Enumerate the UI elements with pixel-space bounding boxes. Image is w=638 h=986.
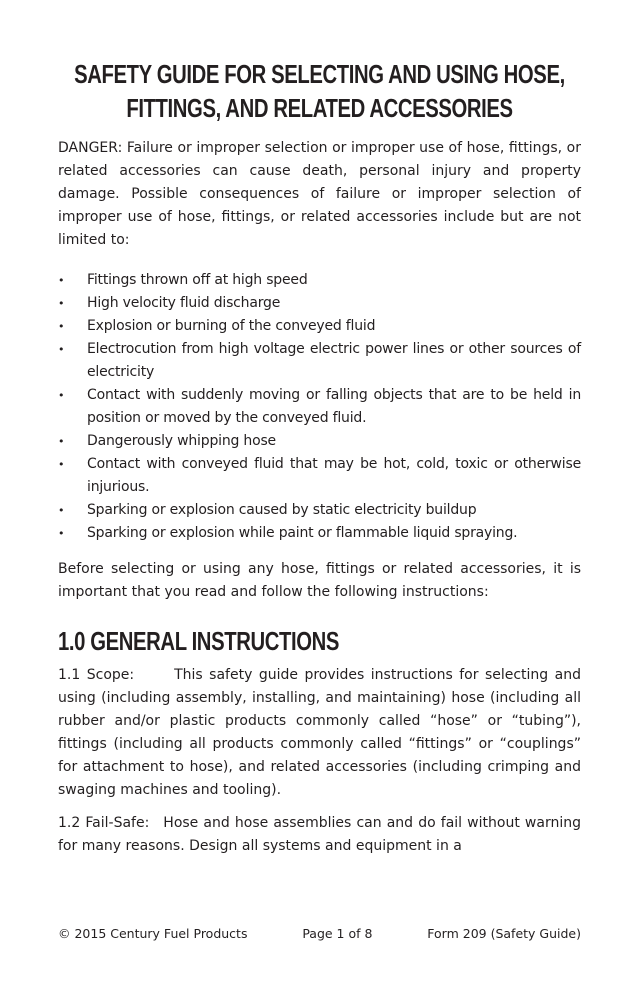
document-title <box>45 57 593 125</box>
page-footer <box>58 926 581 942</box>
footer-page-number: Page 1 of 8 <box>302 926 373 941</box>
list-item <box>58 430 581 453</box>
danger-paragraph: DANGER: Failure or improper selection or improper use of hose, fittings, or related accessories can cause death, personal injury and property damage. Possible consequences of failure or improper selection of improper use of hose, fittings, or related accessories include but are not limited to: <box>58 140 581 248</box>
failsafe-paragraph <box>58 812 581 858</box>
list-item-text: Dangerously whipping hose <box>87 433 276 449</box>
list-item <box>58 338 581 384</box>
list-item-text: Contact with suddenly moving or falling objects that are to be held in position or moved by the conveyed fluid. <box>87 387 581 426</box>
bullet-icon: • <box>58 274 65 287</box>
footer-copyright: © 2015 Century Fuel Products <box>58 926 248 941</box>
list-item-text: Explosion or burning of the conveyed fluid <box>87 318 376 334</box>
list-item-text: Sparking or explosion while paint or flammable liquid spraying. <box>87 525 518 541</box>
bullet-icon: • <box>58 504 65 517</box>
list-item <box>58 384 581 430</box>
list-item <box>58 453 581 499</box>
failsafe-text: Hose and hose assemblies can and do fail without warning for many reasons. Design all systems and equipment in a <box>58 815 581 854</box>
scope-paragraph <box>58 664 581 802</box>
bullet-icon: • <box>58 389 65 402</box>
bullet-icon: • <box>58 297 65 310</box>
failsafe-label: 1.2 Fail-Safe: <box>58 815 150 831</box>
scope-label: 1.1 Scope: <box>58 667 135 683</box>
instructions-intro: Before selecting or using any hose, fittings or related accessories, it is important that you read and follow the following instructions: <box>58 561 581 600</box>
title-line-1: SAFETY GUIDE FOR SELECTING AND USING HOSE, <box>74 59 565 89</box>
bullet-icon: • <box>58 435 65 448</box>
list-item <box>58 315 581 338</box>
list-item-text: Contact with conveyed fluid that may be hot, cold, toxic or otherwise injurious. <box>87 456 581 495</box>
list-item <box>58 522 581 545</box>
scope-text: This safety guide provides instructions for selecting and using (including assembly, installing, and maintaining) hose (including all rubber and/or plastic products commonly called “hose” or “tubing”), fittings (including all products commonly called “fittings” or “couplings” for attachment to hose), and related accessories (including crimping and swaging machines and tooling). <box>58 667 581 798</box>
list-item <box>58 269 581 292</box>
list-item-text: Electrocution from high voltage electric power lines or other sources of electricity <box>87 341 581 380</box>
list-item <box>58 499 581 522</box>
bullet-icon: • <box>58 527 65 540</box>
list-item-text: High velocity fluid discharge <box>87 295 281 311</box>
bullet-icon: • <box>58 343 65 356</box>
title-line-2: FITTINGS, AND RELATED ACCESSORIES <box>126 93 513 123</box>
footer-form-number: Form 209 (Safety Guide) <box>427 926 581 941</box>
page <box>58 0 581 858</box>
list-item <box>58 292 581 315</box>
bullet-icon: • <box>58 458 65 471</box>
bullet-icon: • <box>58 320 65 333</box>
section-heading: 1.0 GENERAL INSTRUCTIONS <box>58 626 339 656</box>
list-item-text: Fittings thrown off at high speed <box>87 272 308 288</box>
list-item-text: Sparking or explosion caused by static electricity buildup <box>87 502 477 518</box>
hazard-list <box>58 269 581 545</box>
